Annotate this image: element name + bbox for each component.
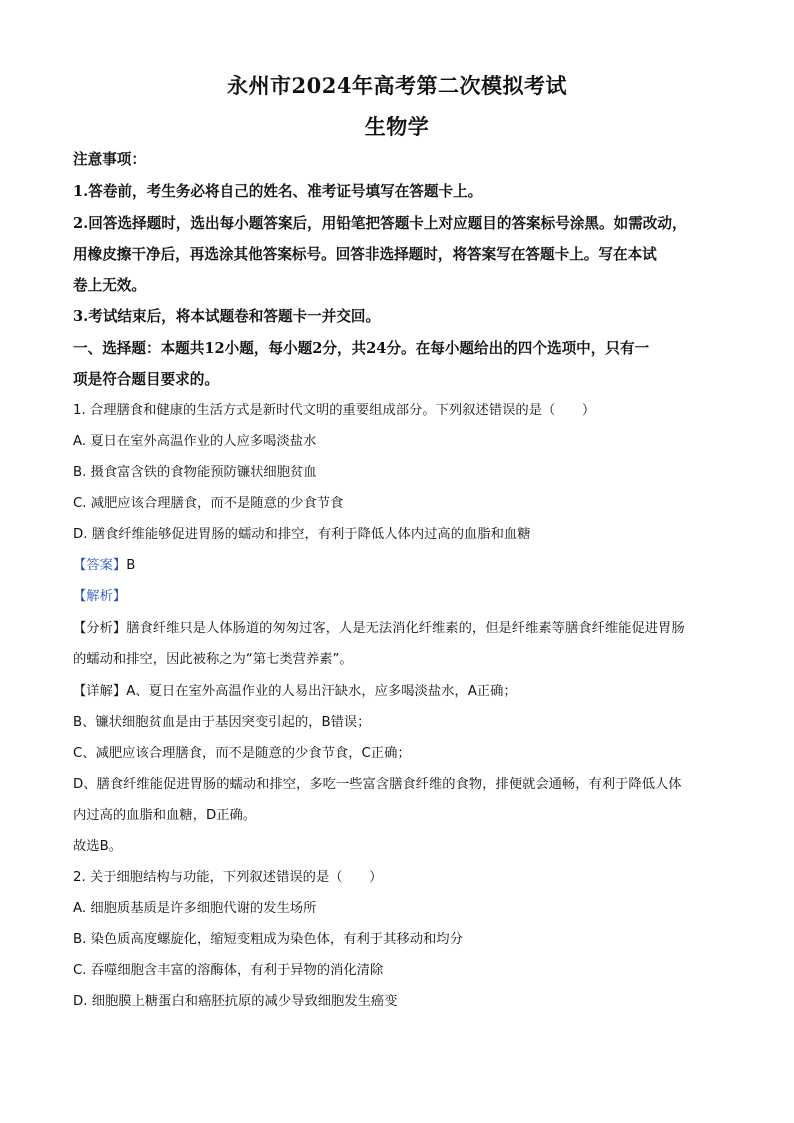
section-heading-line-2: 项是符合题目要求的。 xyxy=(73,371,219,388)
question-2-option-a: A. 细胞质基质是许多细胞代谢的发生场所 xyxy=(73,901,317,916)
fenxi-tag: 【分析】 xyxy=(73,621,127,636)
xiangjie-line-a xyxy=(73,683,723,701)
question-1-option-d: D. 膳食纤维能够促进胃肠的蠕动和排空，有利于降低人体内过高的血脂和血糖 xyxy=(73,527,531,542)
question-1-option-c: C. 减肥应该合理膳食，而不是随意的少食节食 xyxy=(73,496,344,511)
question-1-option-a: A. 夏日在室外高温作业的人应多喝淡盐水 xyxy=(73,434,317,449)
analysis-tag: 【解析】 xyxy=(73,589,127,604)
xiangjie-text-a: A、夏日在室外高温作业的人易出汗缺水，应多喝淡盐水，A正确； xyxy=(126,684,517,699)
xiangjie-line-d-2: 内过高的血脂和血糖，D正确。 xyxy=(73,808,257,823)
notice-item-3: 3.考试结束后，将本试题卷和答题卡一并交回。 xyxy=(73,308,381,325)
notice-item-2-line-1: 2.回答选择题时，选出每小题答案后，用铅笔把答题卡上对应题目的答案标号涂黑。如需改动， xyxy=(73,215,687,232)
exam-title: 永州市2024年高考第二次模拟考试 xyxy=(227,73,567,98)
question-2-option-d: D. 细胞膜上糖蛋白和癌胚抗原的减少导致细胞发生癌变 xyxy=(73,994,398,1009)
question-1-stem: 1. 合理膳食和健康的生活方式是新时代文明的重要组成部分。下列叙述错误的是（ ） xyxy=(73,403,596,418)
xiangjie-tag: 【详解】 xyxy=(73,684,127,699)
question-2-option-c: C. 吞噬细胞含丰富的溶酶体，有利于异物的消化清除 xyxy=(73,963,384,978)
answer-line xyxy=(73,557,723,575)
notice-item-2-line-3: 卷上无效。 xyxy=(73,277,146,294)
notice-heading: 注意事项： xyxy=(73,151,146,168)
section-heading-line-1: 一、选择题：本题共12小题，每小题2分，共24分。在每小题给出的四个选项中，只有一 xyxy=(73,340,650,357)
notice-item-2-line-2: 用橡皮擦干净后，再选涂其他答案标号。回答非选择题时，将答案写在答题卡上。写在本试 xyxy=(73,246,657,263)
question-1-option-b: B. 摄食富含铁的食物能预防镰状细胞贫血 xyxy=(73,465,317,480)
analysis-line xyxy=(73,588,723,606)
fenxi-line-2: 的蠕动和排空，因此被称之为“第七类营养素”。 xyxy=(73,652,353,667)
answer-value: B xyxy=(126,558,136,573)
fenxi-text-1: 膳食纤维只是人体肠道的匆匆过客，人是无法消化纤维素的，但是纤维素等膳食纤维能促进胃肠 xyxy=(126,621,685,636)
answer-tag: 【答案】 xyxy=(73,558,127,573)
question-2-stem: 2. 关于细胞结构与功能，下列叙述错误的是（ ） xyxy=(73,870,383,885)
notice-item-1: 1.答卷前，考生务必将自己的姓名、准考证号填写在答题卡上。 xyxy=(73,183,483,200)
xiangjie-line-d-1: D、膳食纤维能促进胃肠的蠕动和排空，多吃一些富含膳食纤维的食物，排便就会通畅，有利于降低人体 xyxy=(73,777,682,792)
exam-subject: 生物学 xyxy=(364,114,430,139)
conclusion-line: 故选B。 xyxy=(73,839,123,854)
xiangjie-line-c: C、减肥应该合理膳食，而不是随意的少食节食，C正确； xyxy=(73,746,411,761)
question-2-option-b: B. 染色质高度螺旋化，缩短变粗成为染色体，有利于其移动和均分 xyxy=(73,932,463,947)
fenxi-line-1 xyxy=(73,620,723,638)
xiangjie-line-b: B、镰状细胞贫血是由于基因突变引起的，B错误； xyxy=(73,715,371,730)
